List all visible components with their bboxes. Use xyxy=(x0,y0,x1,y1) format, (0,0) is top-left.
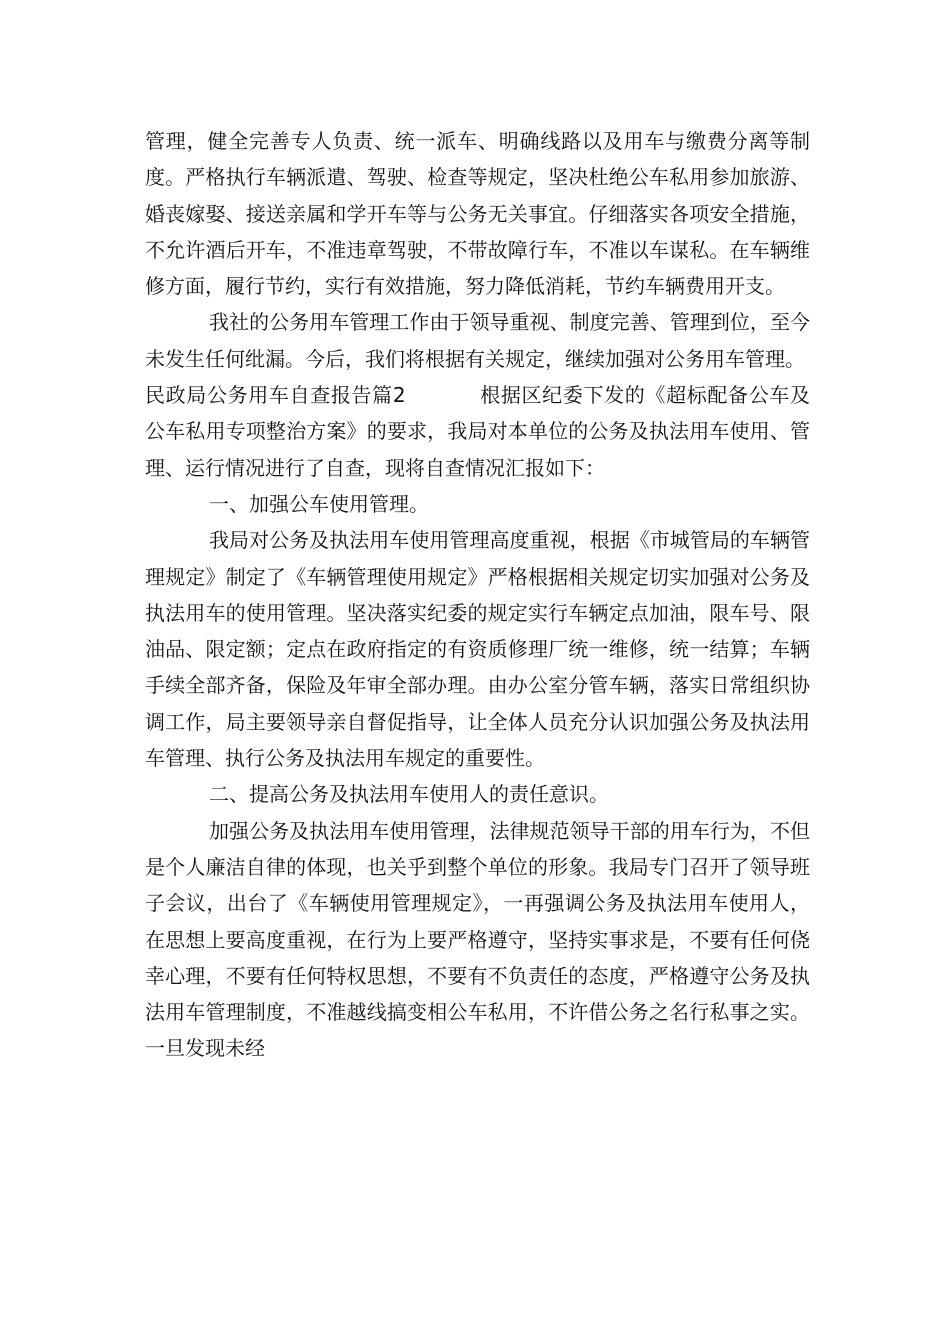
article-title: 民政局公务用车自查报告篇2 xyxy=(145,383,406,408)
paragraph-responsibility-awareness: 加强公务及执法用车使用管理，法律规范领导干部的用车行为，不但是个人廉洁自律的体现，也关乎到整个单位的形象。我局专门召开了领导班子会议，出台了《车辆使用管理规定》，一再强调公务及执法用车使用人，在思想上要高度重视，在行为上要严格遵守，坚持实事求是，不要有任何侥幸心理，不要有任何特权思想，不要有不负责任的态度，严格遵守公务及执法用车管理制度，不准越线搞变相公车私用，不许借公务之名行私事之实。一旦发现未经 xyxy=(145,818,810,1061)
paragraph-management-summary: 我社的公务用车管理工作由于领导重视、制度完善、管理到位，至今未发生任何纰漏。今后，我们将根据有关规定，继续加强对公务用车管理。 xyxy=(145,310,810,371)
paragraph-usage-management: 我局对公务及执法用车使用管理高度重视，根据《市城管局的车辆管理规定》制定了《车辆管理使用规定》严格根据相关规定切实加强对公务及执法用车的使用管理。坚决落实纪委的规定实行车辆定点加油，限车号、限油品、限定额；定点在政府指定的有资质修理厂统一维修，统一结算；车辆手续全部齐备，保险及年审全部办理。由办公室分管车辆，落实日常组织协调工作，局主要领导亲自督促指导，让全体人员充分认识加强公务及执法用车管理、执行公务及执法用车规定的重要性。 xyxy=(145,528,810,771)
paragraph-article-start xyxy=(145,377,810,486)
document-body xyxy=(145,123,810,1067)
section-heading-strengthen-management: 一、加强公车使用管理。 xyxy=(209,491,429,516)
paragraph-inspection-intro: 根据区纪委下发的《超标配备公车及公车私用专项整治方案》的要求，我局对本单位的公务及执法用车使用、管理、运行情况进行了自查，现将自查情况汇报如下： xyxy=(145,383,810,480)
paragraph-vehicle-management: 管理，健全完善专人负责、统一派车、明确线路以及用车与缴费分离等制度。严格执行车辆派遣、驾驶、检查等规定，坚决杜绝公车私用参加旅游、婚丧嫁娶、接送亲属和学开车等与公务无关事宜。仔细落实各项安全措施，不允许酒后开车，不准违章驾驶，不带故障行车，不准以车谋私。在车辆维修方面，履行节约，实行有效措施，努力降低消耗，节约车辆费用开支。 xyxy=(145,129,810,299)
section-heading-responsibility: 二、提高公务及执法用车使用人的责任意识。 xyxy=(209,782,609,807)
